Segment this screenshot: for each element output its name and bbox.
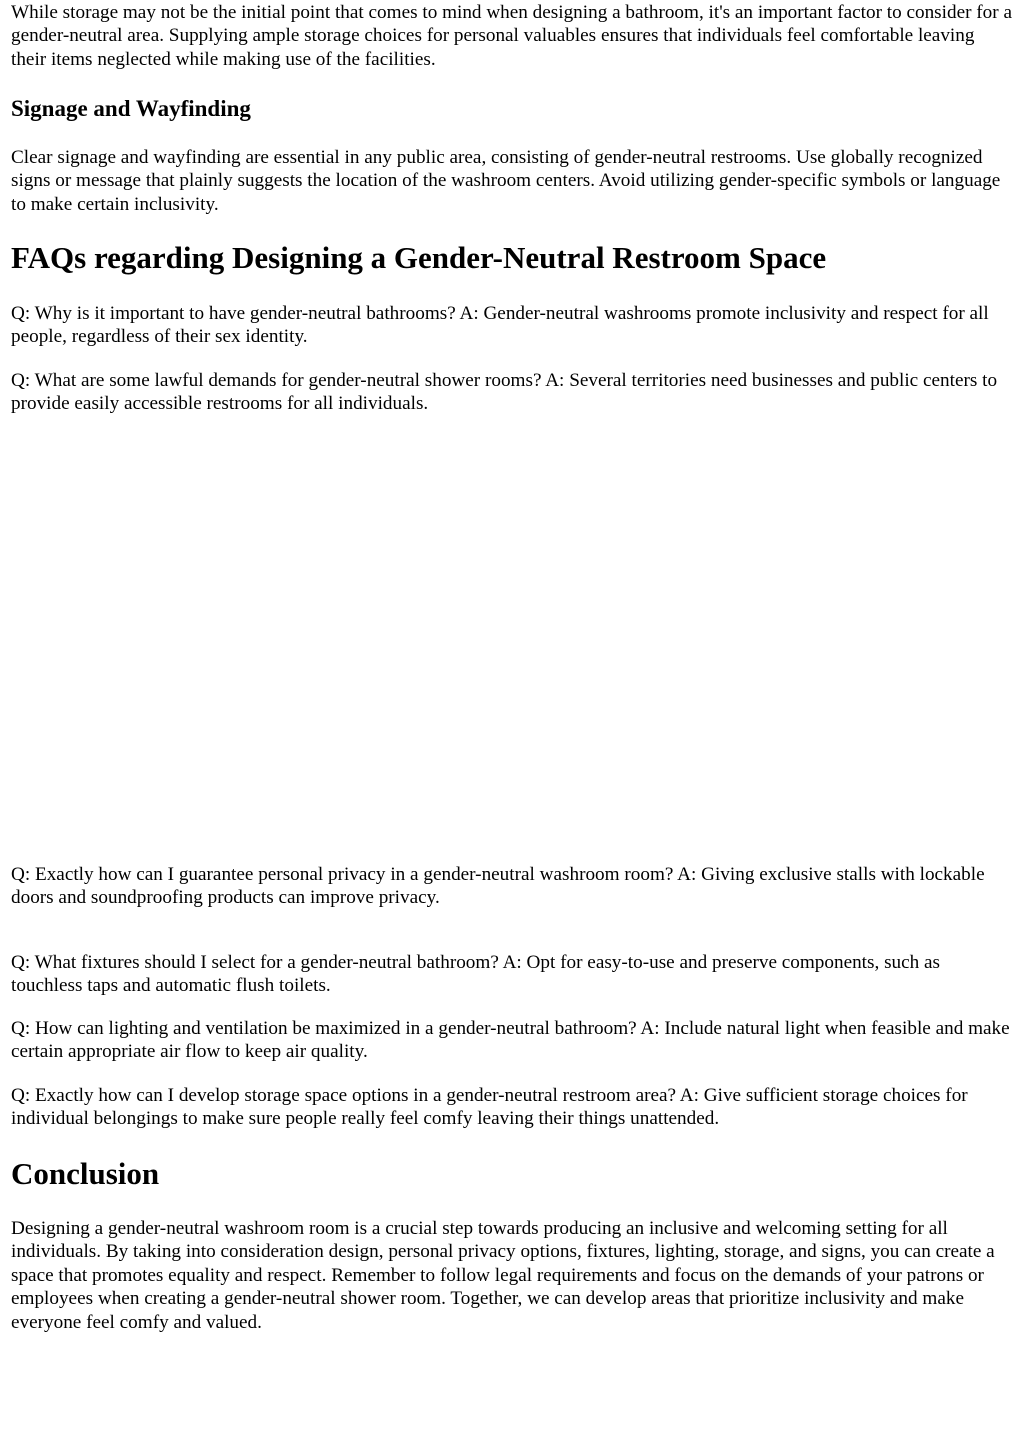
storage-paragraph: While storage may not be the initial point that comes to mind when designing a bathroom, it's an important factor to consider for a gender-neutral area. Supplying ample storage choices for personal valuables ensures that individuals feel comfortable leaving their items neglected while making use of the facilities. [11, 2, 1012, 70]
faq-item: Q: Why is it important to have gender-neutral bathrooms? A: Gender-neutral washrooms promote inclusivity and respect for all people, regardless of their sex identity. [11, 303, 989, 348]
signage-heading: Signage and Wayfinding [11, 96, 251, 121]
signage-paragraph: Clear signage and wayfinding are essential in any public area, consisting of gender-neutral restrooms. Use globally recognized signs or message that plainly suggests the location of the washroom centers. Avoid utilizing gender-specific symbols or language to make certain inclusivity. [11, 147, 1001, 215]
conclusion-paragraph: Designing a gender-neutral washroom room is a crucial step towards producing an inclusive and welcoming setting for all individuals. By taking into consideration design, personal privacy options, fixtures, lighting, storage, and signs, you can create a space that promotes equality and respect. Remember to follow legal requirements and focus on the demands of your patrons or employees when creating a gender-neutral shower room. Together, we can develop areas that prioritize inclusivity and make everyone feel comfy and valued. [11, 1218, 995, 1333]
faq-item: Q: Exactly how can I guarantee personal privacy in a gender-neutral washroom room? A: Giving exclusive stalls with lockable doors and soundproofing products can improve privacy. [11, 864, 985, 909]
faq-item: Q: How can lighting and ventilation be maximized in a gender-neutral bathroom? A: Include natural light when feasible and make certain appropriate air flow to keep air quality. [11, 1018, 1010, 1063]
faq-item: Q: What are some lawful demands for gender-neutral shower rooms? A: Several territories need businesses and public centers to provide easily accessible restrooms for all individuals. [11, 370, 998, 415]
faq-item: Q: Exactly how can I develop storage space options in a gender-neutral restroom area? A: Give sufficient storage choices for individual belongings to make sure people really feel comfy leaving their things unattended. [11, 1085, 968, 1130]
faq-item: Q: What fixtures should I select for a gender-neutral bathroom? A: Opt for easy-to-use and preserve components, such as touchless taps and automatic flush toilets. [11, 952, 941, 997]
conclusion-heading: Conclusion [11, 1156, 160, 1191]
faq-heading: FAQs regarding Designing a Gender-Neutral Restroom Space [11, 240, 827, 275]
